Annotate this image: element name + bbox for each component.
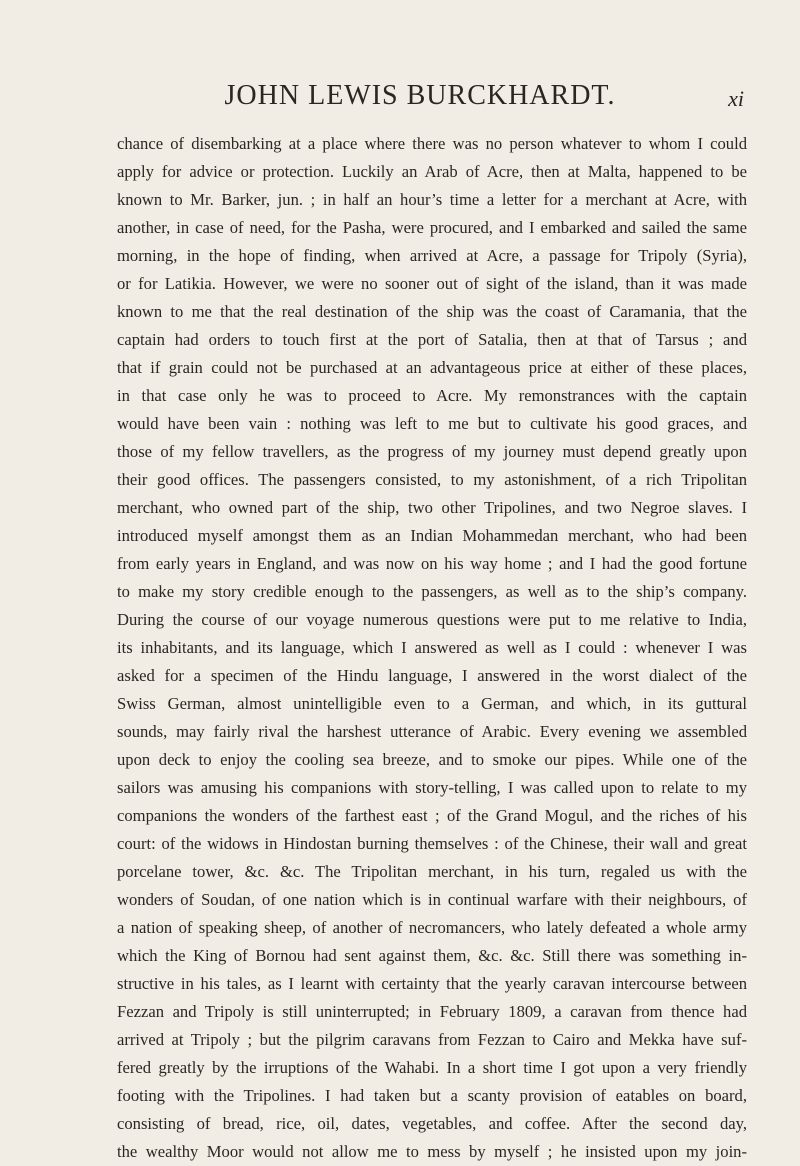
text-line: morning, in the hope of finding, when arrived at Acre, a passage for Tripoly (Syria), <box>117 246 747 265</box>
text-line: which the King of Bornou had sent against them, &c. &c. Still there was something in- <box>117 946 747 965</box>
text-line: arrived at Tripoly ; but the pilgrim caravans from Fezzan to Cairo and Mekka have suf- <box>117 1030 747 1049</box>
body-text <box>117 130 747 1166</box>
text-line: chance of disembarking at a place where there was no person whatever to whom I could <box>117 134 747 153</box>
text-line: fered greatly by the irruptions of the Wahabi. In a short time I got upon a very friendly <box>117 1058 747 1077</box>
text-line: companions the wonders of the farthest east ; of the Grand Mogul, and the riches of his <box>117 806 747 825</box>
text-line: sounds, may fairly rival the harshest utterance of Arabic. Every evening we assembled <box>117 722 747 741</box>
text-line: known to me that the real destination of the ship was the coast of Caramania, that the <box>117 302 747 321</box>
text-line: merchant, who owned part of the ship, two other Tripolines, and two Negroe slaves. I <box>117 498 747 517</box>
text-line: wonders of Soudan, of one nation which is in continual warfare with their neighbours, of <box>117 890 747 909</box>
text-line: asked for a specimen of the Hindu language, I answered in the worst dialect of the <box>117 666 747 685</box>
text-line: that if grain could not be purchased at an advantageous price at either of these places, <box>117 358 747 377</box>
text-line: another, in case of need, for the Pasha, were procured, and I embarked and sailed the same <box>117 218 747 237</box>
text-line: consisting of bread, rice, oil, dates, vegetables, and coffee. After the second day, <box>117 1114 747 1133</box>
text-line: apply for advice or protection. Luckily an Arab of Acre, then at Malta, happened to be <box>117 162 747 181</box>
text-line: sailors was amusing his companions with story-telling, I was called upon to relate to my <box>117 778 747 797</box>
text-line: would have been vain : nothing was left to me but to cultivate his good graces, and <box>117 414 747 433</box>
text-line: known to Mr. Barker, jun. ; in half an hour’s time a letter for a merchant at Acre, with <box>117 190 747 209</box>
text-line: captain had orders to touch first at the port of Satalia, then at that of Tarsus ; and <box>117 330 747 349</box>
text-line: those of my fellow travellers, as the progress of my journey must depend greatly upon <box>117 442 747 461</box>
text-line: from early years in England, and was now on his way home ; and I had the good fortune <box>117 554 747 573</box>
text-line: Fezzan and Tripoly is still uninterrupted; in February 1809, a caravan from thence had <box>117 1002 747 1021</box>
text-line: its inhabitants, and its language, which I answered as well as I could : whenever I was <box>117 638 747 657</box>
text-line: structive in his tales, as I learnt with certainty that the yearly caravan intercourse between <box>117 974 747 993</box>
running-title: JOHN LEWIS BURCKHARDT. <box>224 80 616 111</box>
text-line: their good offices. The passengers consisted, to my astonishment, of a rich Tripolitan <box>117 470 747 489</box>
text-line: porcelane tower, &c. &c. The Tripolitan merchant, in his turn, regaled us with the <box>117 862 747 881</box>
text-line: introduced myself amongst them as an Indian Mohammedan merchant, who had been <box>117 526 747 545</box>
running-head <box>100 80 744 120</box>
text-line: court: of the widows in Hindostan burning themselves : of the Chinese, their wall and great <box>117 834 747 853</box>
text-line: a nation of speaking sheep, of another of necromancers, who lately defeated a whole army <box>117 918 747 937</box>
text-line: in that case only he was to proceed to Acre. My remonstrances with the captain <box>117 386 747 405</box>
text-line: footing with the Tripolines. I had taken but a scanty provision of eatables on board, <box>117 1086 747 1105</box>
page-number: xi <box>728 86 744 111</box>
text-line: Swiss German, almost unintelligible even to a German, and which, in its guttural <box>117 694 747 713</box>
text-line: to make my story credible enough to the passengers, as well as to the ship’s company. <box>117 582 747 601</box>
text-line: or for Latikia. However, we were no sooner out of sight of the island, than it was made <box>117 274 747 293</box>
text-line: During the course of our voyage numerous questions were put to me relative to India, <box>117 610 747 629</box>
text-line: the wealthy Moor would not allow me to mess by myself ; he insisted upon my join- <box>117 1142 747 1161</box>
text-line: upon deck to enjoy the cooling sea breeze, and to smoke our pipes. While one of the <box>117 750 747 769</box>
